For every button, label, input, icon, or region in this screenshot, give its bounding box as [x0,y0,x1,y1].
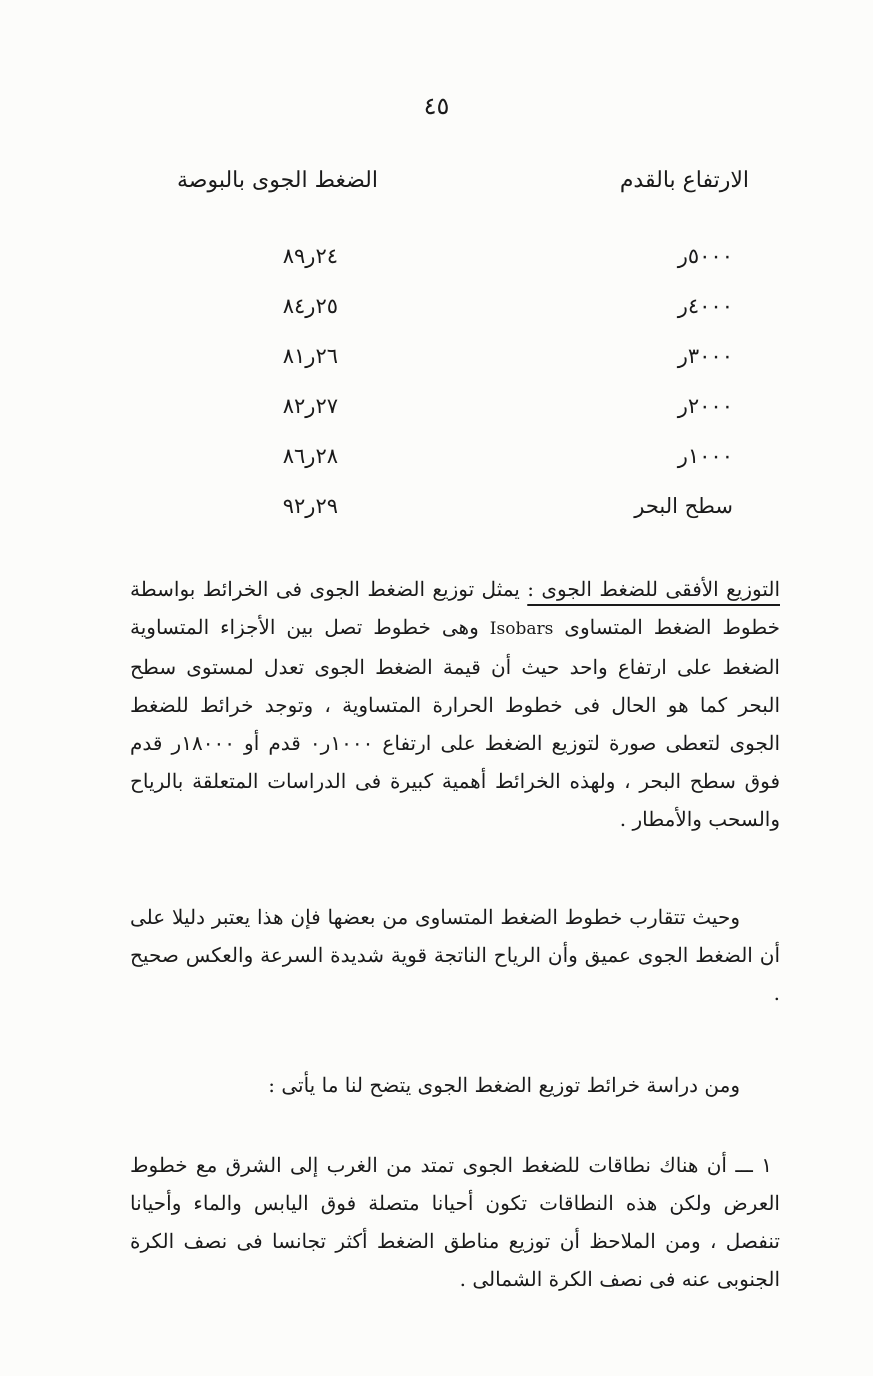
altitude-cell: سطح البحر [634,494,733,518]
pressure-cell: ٢٧ر٨٢ [282,394,338,418]
pressure-cell: ٢٦ر٨١ [282,344,338,368]
table-row [0,344,873,384]
table-row [0,394,873,434]
latin-term: Isobars [489,619,554,639]
table-row [0,444,873,484]
section-heading: التوزيع الأفقى للضغط الجوى : [527,577,780,601]
table-row [0,244,873,284]
pressure-column-header: الضغط الجوى بالبوصة [177,168,378,193]
table-row [0,494,873,534]
section-paragraph [130,570,780,838]
altitude-cell: ٢٠٠٠ر [677,394,733,418]
altitude-cell: ١٠٠٠ر [677,444,733,468]
pressure-cell: ٢٨ر٨٦ [282,444,338,468]
pressure-cell: ٢٥ر٨٤ [282,294,338,318]
paragraph: ومن دراسة خرائط توزيع الضغط الجوى يتضح لنا ما يأتى : [268,1073,740,1097]
pressure-cell: ٢٤ر٨٩ [282,244,338,268]
pressure-cell: ٢٩ر٩٢ [282,494,338,518]
paragraph: وحيث تتقارب خطوط الضغط المتساوى من بعضها فإن هذا يعتبر دليلا على أن الضغط الجوى عميق وأن الرياح الناتجة قوية شديدة السرعة والعكس صحيح . [130,905,780,1005]
numbered-paragraph: ١ ـــ أن هناك نطاقات للضغط الجوى تمتد من الغرب إلى الشرق مع خطوط العرض ولكن هذه النطاقات تكون أحيانا متصلة فوق اليابس والماء وأحيانا تنفصل ، ومن الملاحظ أن توزيع مناطق الضغط أكثر تجانسا فى نصف الكرة الجنوبى عنه فى نصف الكرة الشمالى . [130,1153,780,1291]
altitude-column-header: الارتفاع بالقدم [619,168,749,193]
altitude-cell: ٥٠٠٠ر [677,244,733,268]
altitude-cell: ٣٠٠٠ر [677,344,733,368]
table-row [0,294,873,334]
page-number: ٤٥ [423,92,450,120]
paragraph-text: وهى خطوط تصل بين الأجزاء المتساوية الضغط على ارتفاع واحد حيث أن قيمة الضغط الجوى تعدل لمستوى سطح البحر كما هو الحال فى خطوط الحرارة المتساوية ، وتوجد خرائط للضغط الجوى لتعطى صورة لتوزيع الضغط على ارتفاع ١٠٠٠ر٠ قدم أو ١٨٠٠٠ر قدم فوق سطح البحر ، ولهذه الخرائط أهمية كبيرة فى الدراسات المتعلقة بالرياح والسحب والأمطار . [130,615,781,831]
paragraph-text: يمثل توزيع الضغط الجوى فى الخرائط بواسطة خطوط الضغط المتساوى [130,577,781,639]
altitude-cell: ٤٠٠٠ر [677,294,733,318]
